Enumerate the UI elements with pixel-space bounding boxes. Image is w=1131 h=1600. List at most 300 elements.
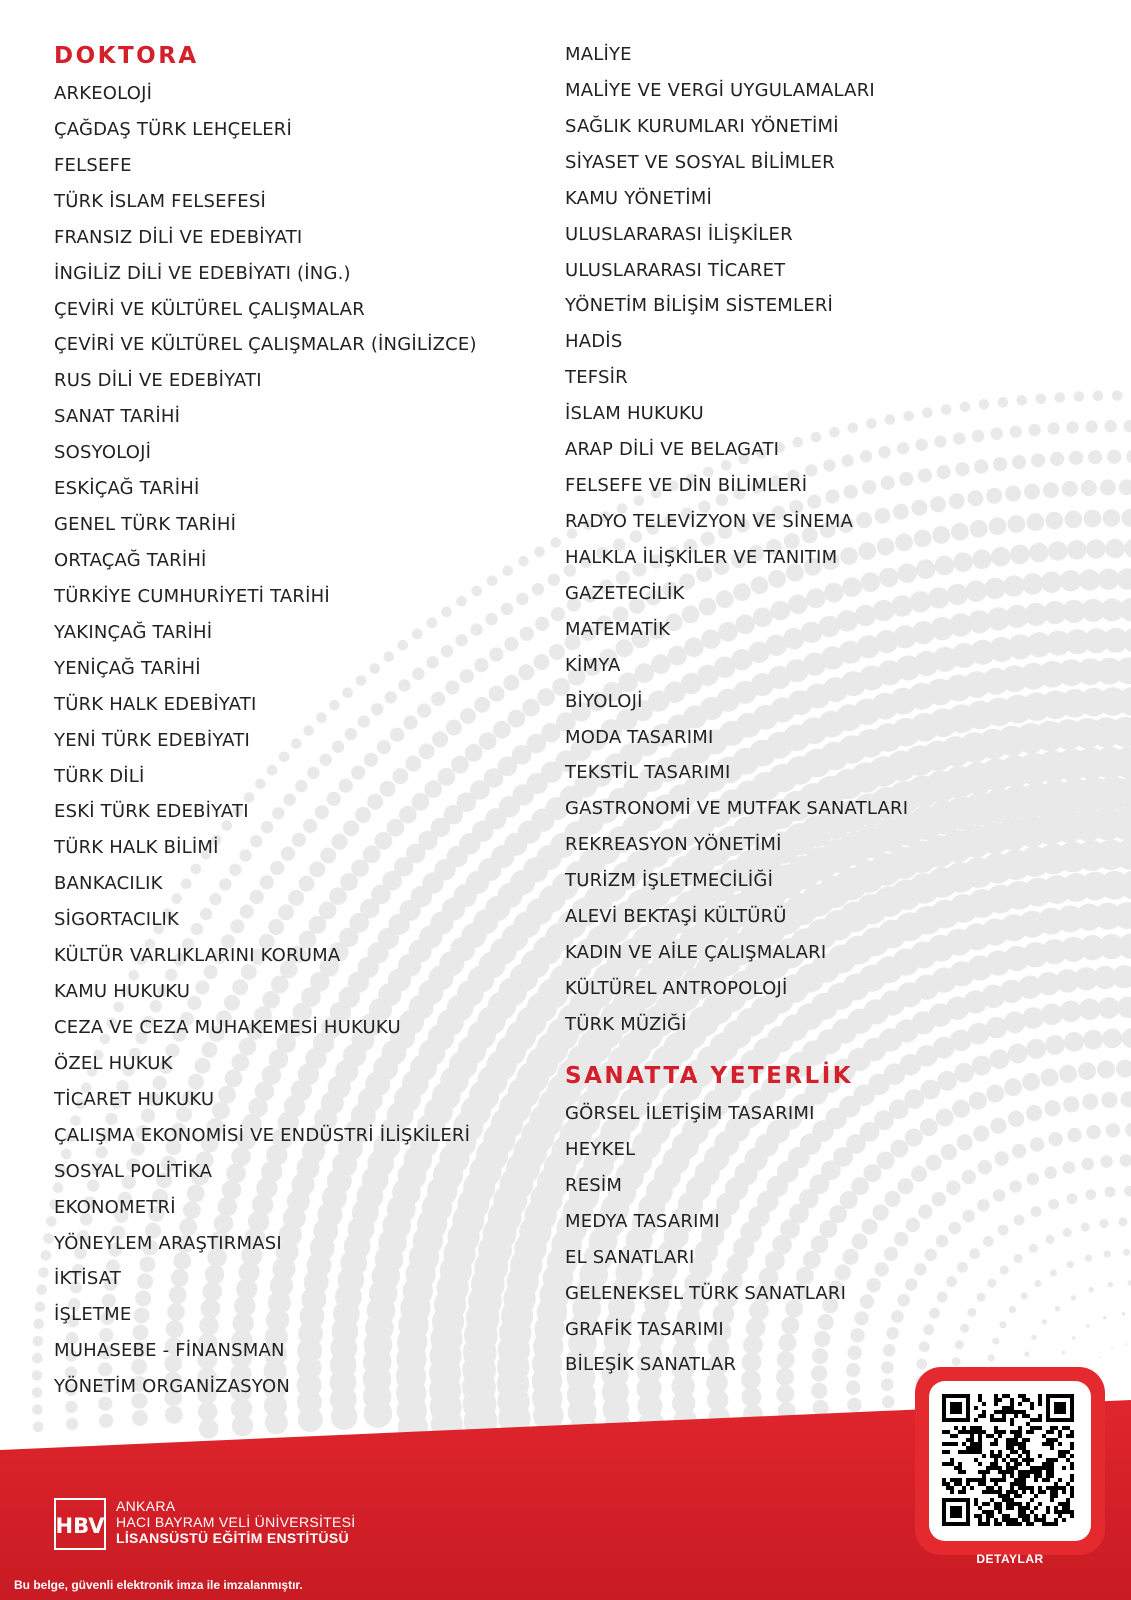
decorative-dot	[910, 591, 931, 612]
decorative-dot	[1004, 1078, 1022, 1096]
program-item: EKONOMETRİ	[54, 1196, 176, 1218]
program-item: KAMU HUKUKU	[54, 981, 191, 1003]
decorative-dot	[1067, 540, 1087, 560]
decorative-dot	[1036, 394, 1047, 405]
decorative-dot	[489, 647, 503, 661]
program-item: YÖNETİM ORGANİZASYON	[54, 1376, 290, 1398]
decorative-dot	[1120, 1154, 1131, 1167]
decorative-dot	[916, 439, 928, 451]
decorative-dot	[1031, 453, 1045, 467]
decorative-dot	[946, 1180, 960, 1194]
decorative-dot	[993, 1189, 1006, 1202]
decorative-dot	[977, 1199, 990, 1212]
decorative-dot	[493, 721, 511, 739]
decorative-dot	[897, 1178, 913, 1194]
decorative-dot	[1022, 573, 1043, 594]
decorative-dot	[955, 1340, 964, 1349]
program-item: ÖZEL HUKUK	[54, 1052, 173, 1074]
decorative-dot	[43, 1233, 54, 1244]
decorative-dot	[1012, 1144, 1026, 1158]
decorative-dot	[1086, 1324, 1090, 1328]
decorative-dot	[937, 465, 951, 479]
decorative-dot	[914, 530, 932, 548]
decorative-dot	[520, 627, 534, 641]
decorative-dot	[992, 1337, 999, 1344]
decorative-dot	[532, 583, 544, 595]
decorative-dot	[906, 1218, 920, 1232]
decorative-dot	[935, 556, 955, 576]
decorative-dot	[1084, 510, 1102, 528]
decorative-dot	[1010, 426, 1022, 438]
decorative-dot	[1082, 1094, 1098, 1110]
decorative-dot	[988, 1354, 995, 1361]
decorative-dot	[1098, 997, 1120, 1019]
decorative-dot	[1100, 1219, 1109, 1228]
decorative-dot	[890, 1140, 908, 1158]
decorative-dot	[522, 699, 540, 717]
decorative-dot	[962, 1210, 975, 1223]
decorative-dot	[974, 459, 988, 473]
program-item: GRAFİK TASARIMI	[565, 1318, 724, 1340]
program-item: SANAT TARİHİ	[54, 406, 181, 428]
decorative-dot	[1125, 1123, 1131, 1137]
decorative-dot	[1078, 1062, 1096, 1080]
program-item: TÜRK İSLAM FELSEFESİ	[54, 190, 266, 212]
decorative-dot	[924, 1249, 937, 1262]
program-item: MUHASEBE - FİNANSMAN	[54, 1340, 285, 1362]
program-item: MEDYA TASARIMI	[565, 1210, 720, 1232]
decorative-dot	[1124, 1186, 1131, 1197]
decorative-dot	[1009, 1180, 1022, 1193]
decorative-dot	[34, 1319, 45, 1330]
decorative-dot	[1062, 1351, 1066, 1355]
decorative-dot	[920, 1118, 938, 1136]
qr-label: DETAYLAR	[976, 1552, 1044, 1566]
decorative-dot	[846, 1363, 860, 1377]
decorative-dot	[489, 686, 505, 702]
logo-institute-name: LİSANSÜSTÜ EĞİTİM ENSTİTÜSÜ	[116, 1530, 349, 1546]
decorative-dot	[986, 488, 1002, 504]
decorative-dot	[1062, 481, 1078, 497]
decorative-dot	[35, 1301, 46, 1312]
decorative-dot	[1008, 1111, 1024, 1127]
program-item: SİGORTACILIK	[54, 909, 180, 931]
decorative-dot	[1024, 484, 1040, 500]
program-item: BİLEŞİK SANATLAR	[565, 1354, 737, 1376]
decorative-dot	[1100, 479, 1116, 495]
program-item: KİMYA	[565, 654, 621, 676]
decorative-dot	[936, 1109, 954, 1127]
decorative-dot	[504, 637, 518, 651]
decorative-dot	[1060, 570, 1081, 591]
program-item: ALEVİ BEKTAŞİ KÜLTÜRÜ	[565, 906, 787, 928]
doktora-program-list-continued	[565, 37, 908, 1043]
decorative-dot	[32, 1353, 43, 1364]
decorative-dot	[1099, 1356, 1101, 1358]
decorative-dot	[502, 566, 513, 577]
decorative-dot	[479, 732, 497, 750]
program-item: ARKEOLOJİ	[54, 83, 153, 104]
decorative-dot	[1027, 513, 1045, 531]
program-item: ÇEVİRİ VE KÜLTÜREL ÇALIŞMALAR (İNGİLİZCE)	[54, 334, 477, 356]
decorative-dot	[990, 1049, 1010, 1069]
program-item: YENİ TÜRK EDEBİYATI	[54, 729, 250, 751]
decorative-dot	[986, 1085, 1004, 1103]
decorative-dot	[1064, 1032, 1084, 1052]
decorative-dot	[946, 1276, 957, 1287]
decorative-dot	[534, 654, 550, 670]
decorative-dot	[1024, 1351, 1029, 1356]
decorative-dot	[537, 688, 555, 706]
decorative-dot	[932, 526, 950, 544]
decorative-dot	[1117, 997, 1131, 1019]
decorative-dot	[1059, 1065, 1077, 1083]
decorative-dot	[999, 1321, 1006, 1328]
decorative-dot	[854, 1311, 868, 1325]
logo-university-name: HACI BAYRAM VELİ ÜNİVERSİTESİ	[116, 1514, 356, 1530]
decorative-dot	[1043, 482, 1059, 498]
decorative-dot	[969, 1092, 987, 1110]
decorative-dot	[1105, 539, 1125, 559]
decorative-dot	[549, 644, 565, 660]
decorative-dot	[994, 1151, 1008, 1165]
decorative-dot	[1083, 1030, 1103, 1050]
decorative-dot	[960, 402, 971, 413]
program-item: FELSEFE VE DİN BİLİMLERİ	[565, 475, 808, 497]
program-item: KÜLTÜR VARLIKLARINI KORUMA	[54, 945, 341, 967]
decorative-dot	[1027, 1173, 1040, 1186]
decorative-dot	[1031, 1206, 1042, 1217]
decorative-dot	[32, 1387, 43, 1398]
doktora-heading: DOKTORA	[54, 43, 199, 69]
decorative-dot	[1010, 545, 1030, 565]
decorative-dot	[1100, 1155, 1113, 1168]
decorative-dot	[1081, 480, 1097, 496]
decorative-dot	[949, 493, 965, 509]
program-item: RADYO TELEVİZYON VE SİNEMA	[565, 510, 853, 532]
svg-text:HBV: HBV	[55, 1514, 105, 1538]
decorative-dot	[551, 607, 565, 621]
decorative-dot	[1029, 1244, 1038, 1253]
decorative-dot	[947, 584, 968, 605]
decorative-dot	[534, 546, 545, 557]
decorative-dot	[991, 547, 1011, 567]
decorative-dot	[916, 1359, 927, 1370]
decorative-dot	[548, 574, 560, 586]
program-item: CEZA VE CEZA MUHAKEMESİ HUKUKU	[54, 1016, 401, 1038]
program-item: ÇEVİRİ VE KÜLTÜREL ÇALIŞMALAR	[54, 298, 365, 320]
decorative-dot	[894, 1232, 908, 1246]
decorative-dot	[518, 664, 534, 680]
decorative-dot	[1072, 1336, 1076, 1340]
decorative-dot	[33, 1336, 44, 1347]
decorative-dot	[936, 1235, 949, 1248]
decorative-dot	[967, 490, 983, 506]
decorative-dot	[983, 1236, 994, 1247]
program-item: BANKACILIK	[54, 873, 163, 895]
decorative-dot	[966, 581, 987, 602]
decorative-dot	[926, 1155, 942, 1171]
decorative-dot	[1088, 450, 1102, 464]
decorative-dot	[1122, 1312, 1126, 1316]
decorative-dot	[881, 1361, 894, 1374]
program-item: TÜRK HALK BİLİMİ	[54, 837, 219, 859]
decorative-dot	[911, 1166, 927, 1182]
decorative-dot	[984, 578, 1005, 599]
decorative-dot	[1022, 1007, 1044, 1029]
program-item: GENEL TÜRK TARİHİ	[54, 514, 237, 536]
decorative-dot	[1122, 1028, 1131, 1048]
decorative-dot	[1047, 422, 1059, 434]
decorative-dot	[1042, 1319, 1047, 1324]
program-item: İNGİLİZ DİLİ VE EDEBİYATI (İNG.)	[54, 262, 351, 284]
decorative-dot	[485, 613, 497, 625]
program-item: HADİS	[565, 331, 623, 353]
decorative-dot	[867, 1278, 881, 1292]
decorative-dot	[1045, 512, 1063, 530]
decorative-dot	[951, 523, 969, 541]
decorative-dot	[969, 1248, 980, 1259]
decorative-dot	[811, 1383, 827, 1399]
decorative-dot	[916, 559, 936, 579]
decorative-dot	[873, 1204, 889, 1220]
decorative-dot	[1030, 1137, 1044, 1151]
decorative-dot	[884, 1247, 898, 1261]
decorative-dot	[993, 457, 1007, 471]
program-item: MATEMATİK	[565, 618, 671, 640]
decorative-dot	[850, 1328, 864, 1342]
program-item: TÜRK MÜZİĞİ	[565, 1013, 687, 1035]
sanatta-yeterlik-heading: SANATTA YETERLİK	[565, 1063, 854, 1089]
decorative-dot	[1112, 390, 1123, 401]
decorative-dot	[919, 1341, 930, 1352]
program-item: FELSEFE	[54, 154, 132, 176]
decorative-dot	[1097, 1060, 1115, 1078]
decorative-dot	[1111, 1347, 1113, 1349]
decorative-dot	[1064, 511, 1082, 529]
program-item: MALİYE VE VERGİ UYGULAMALARI	[565, 79, 875, 101]
decorative-dot	[998, 397, 1009, 408]
decorative-dot	[1093, 391, 1104, 402]
decorative-dot	[1071, 1295, 1076, 1300]
decorative-dot	[1026, 1039, 1046, 1059]
decorative-dot	[1055, 392, 1066, 403]
decorative-dot	[883, 1344, 896, 1357]
decorative-dot	[932, 1192, 946, 1206]
decorative-dot	[962, 1170, 976, 1184]
decorative-dot	[1021, 1292, 1028, 1299]
decorative-dot	[1089, 1287, 1094, 1292]
program-item: İSLAM HUKUKU	[565, 403, 704, 425]
decorative-dot	[508, 710, 526, 728]
decorative-dot	[973, 1126, 989, 1142]
decorative-dot	[1116, 1060, 1131, 1078]
decorative-dot	[1074, 391, 1085, 402]
decorative-dot	[1069, 451, 1083, 465]
decorative-dot	[998, 1225, 1009, 1236]
decorative-dot	[1104, 1250, 1111, 1257]
decorative-dot	[1029, 543, 1049, 563]
decorative-dot	[905, 1278, 918, 1291]
decorative-dot	[1045, 1100, 1061, 1116]
decorative-dot	[1008, 515, 1026, 533]
decorative-dot	[1113, 965, 1131, 988]
decorative-dot	[972, 430, 984, 442]
decorative-dot	[516, 593, 528, 605]
decorative-dot	[978, 1160, 992, 1174]
decorative-dot	[1014, 1254, 1023, 1263]
decorative-dot	[1045, 1035, 1065, 1055]
decorative-dot	[1060, 1001, 1082, 1023]
decorative-dot	[38, 1267, 49, 1278]
program-item: ARAP DİLİ VE BELAGATI	[565, 439, 780, 461]
program-item: ULUSLARARASI TİCARET	[565, 259, 786, 281]
decorative-dot	[937, 1292, 948, 1303]
decorative-dot	[1026, 1105, 1042, 1121]
decorative-dot	[32, 1370, 43, 1381]
decorative-dot	[1126, 1343, 1128, 1345]
decorative-dot	[881, 1378, 894, 1391]
decorative-dot	[1103, 1316, 1107, 1320]
decorative-dot	[914, 1263, 927, 1276]
decorative-dot	[1105, 1187, 1116, 1198]
decorative-dot	[986, 1017, 1008, 1039]
program-item: KAMU YÖNETİMİ	[565, 187, 712, 209]
decorative-dot	[990, 1118, 1006, 1134]
decorative-dot	[1117, 568, 1131, 589]
decorative-dot	[1048, 1132, 1062, 1146]
program-item: KADIN VE AİLE ÇALIŞMALARI	[565, 942, 827, 964]
program-item: GAZETECİLİK	[565, 582, 685, 604]
decorative-dot	[1034, 1280, 1041, 1287]
decorative-dot	[1123, 1249, 1130, 1256]
decorative-dot	[36, 1284, 47, 1295]
program-item: GASTRONOMİ VE MUTFAK SANATLARI	[565, 798, 909, 820]
decorative-dot	[886, 1327, 899, 1340]
decorative-dot	[1081, 1223, 1090, 1232]
program-item: GELENEKSEL TÜRK SANATLARI	[565, 1282, 847, 1304]
qr-code-frame[interactable]	[915, 1367, 1105, 1555]
decorative-dot	[1055, 1306, 1060, 1311]
decorative-dot	[1048, 541, 1068, 561]
decorative-dot	[875, 1262, 889, 1276]
decorative-dot	[1120, 598, 1131, 621]
program-item: MODA TASARIMI	[565, 726, 714, 748]
decorative-dot	[1041, 1004, 1063, 1026]
decorative-dot	[928, 587, 949, 608]
program-item: SAĞLIK KURUMLARI YÖNETİMİ	[565, 115, 839, 137]
decorative-dot	[1041, 1068, 1059, 1086]
decorative-dot	[535, 617, 549, 631]
program-item: YÖNEYLEM ARAŞTIRMASI	[54, 1232, 282, 1254]
decorative-dot	[1085, 1189, 1096, 1200]
program-item: MALİYE	[565, 44, 632, 65]
decorative-dot	[960, 1324, 969, 1333]
program-item: TURİZM İŞLETMECİLİĞİ	[565, 870, 774, 892]
decorative-dot	[1067, 1261, 1074, 1268]
decorative-dot	[949, 1222, 962, 1235]
decorative-dot	[954, 1063, 974, 1083]
decorative-dot	[1086, 539, 1106, 559]
decorative-dot	[977, 1293, 986, 1302]
decorative-dot	[970, 520, 988, 538]
decorative-dot	[952, 1357, 961, 1366]
program-item: TÜRK HALK EDEBİYATI	[54, 693, 257, 715]
program-item: ÇAĞDAŞ TÜRK LEHÇELERİ	[54, 118, 293, 140]
decorative-dot	[487, 575, 498, 586]
decorative-dot	[1008, 1044, 1028, 1064]
program-item: GÖRSEL İLETİŞİM TASARIMI	[565, 1103, 815, 1124]
decorative-dot	[1101, 1092, 1117, 1108]
program-item: İŞLETME	[54, 1304, 132, 1326]
decorative-dot	[979, 399, 990, 410]
decorative-dot	[1050, 452, 1064, 466]
decorative-dot	[923, 1324, 934, 1335]
decorative-dot	[1103, 509, 1121, 527]
program-item: REKREASYON YÖNETİMİ	[565, 834, 782, 856]
decorative-dot	[987, 1279, 996, 1288]
decorative-dot	[991, 428, 1003, 440]
decorative-dot	[848, 1346, 862, 1360]
decorative-dot	[1081, 1158, 1094, 1171]
program-item: HALKLA İLİŞKİLER VE TANITIM	[565, 546, 838, 568]
program-item: ORTAÇAĞ TARİHİ	[54, 549, 207, 571]
decorative-dot	[501, 603, 513, 615]
program-item: SİYASET VE SOSYAL BİLİMLER	[565, 151, 835, 173]
decorative-dot	[897, 1294, 910, 1307]
program-item: TEKSTİL TASARIMI	[565, 762, 731, 784]
decorative-dot	[1031, 1335, 1036, 1340]
decorative-dot	[1066, 421, 1078, 433]
decorative-dot	[1126, 450, 1131, 464]
e-signature-notice: Bu belge, güvenli elektronik imza ile imzalanmıştır.	[14, 1578, 303, 1592]
decorative-dot	[972, 1056, 992, 1076]
decorative-dot	[1122, 509, 1131, 527]
decorative-dot	[941, 404, 952, 415]
decorative-dot	[1050, 1269, 1057, 1276]
decorative-dot	[918, 468, 932, 482]
decorative-dot	[862, 1219, 878, 1235]
decorative-dot	[1119, 479, 1131, 495]
decorative-dot	[1009, 1306, 1016, 1313]
decorative-dot	[1028, 424, 1040, 436]
logo-city: ANKARA	[116, 1498, 176, 1514]
decorative-dot	[1017, 395, 1028, 406]
program-item: ULUSLARARASI İLİŞKİLER	[565, 223, 793, 245]
decorative-dot	[1004, 1012, 1026, 1034]
decorative-dot	[1041, 572, 1062, 593]
decorative-dot	[957, 1134, 973, 1150]
program-item: TEFSİR	[565, 367, 628, 389]
decorative-dot	[503, 675, 519, 691]
decorative-dot	[1104, 420, 1116, 432]
decorative-dot	[884, 1191, 900, 1207]
decorative-dot	[937, 1071, 957, 1091]
decorative-dot	[1124, 420, 1131, 432]
decorative-dot	[1118, 1217, 1127, 1226]
program-item: FRANSIZ DİLİ VE EDEBİYATI	[54, 226, 303, 248]
decorative-dot	[852, 1233, 868, 1249]
decorative-dot	[891, 1310, 904, 1323]
decorative-dot	[851, 1177, 869, 1195]
decorative-dot	[1067, 1128, 1081, 1142]
decorative-dot	[953, 552, 973, 572]
decorative-dot	[1063, 1161, 1076, 1174]
program-item: ÇALIŞMA EKONOMİSİ VE ENDÜSTRİ İLİŞKİLERİ	[54, 1124, 471, 1146]
decorative-dot	[955, 462, 969, 476]
program-item: TÜRK DİLİ	[54, 765, 145, 787]
decorative-dot	[1044, 1166, 1057, 1179]
